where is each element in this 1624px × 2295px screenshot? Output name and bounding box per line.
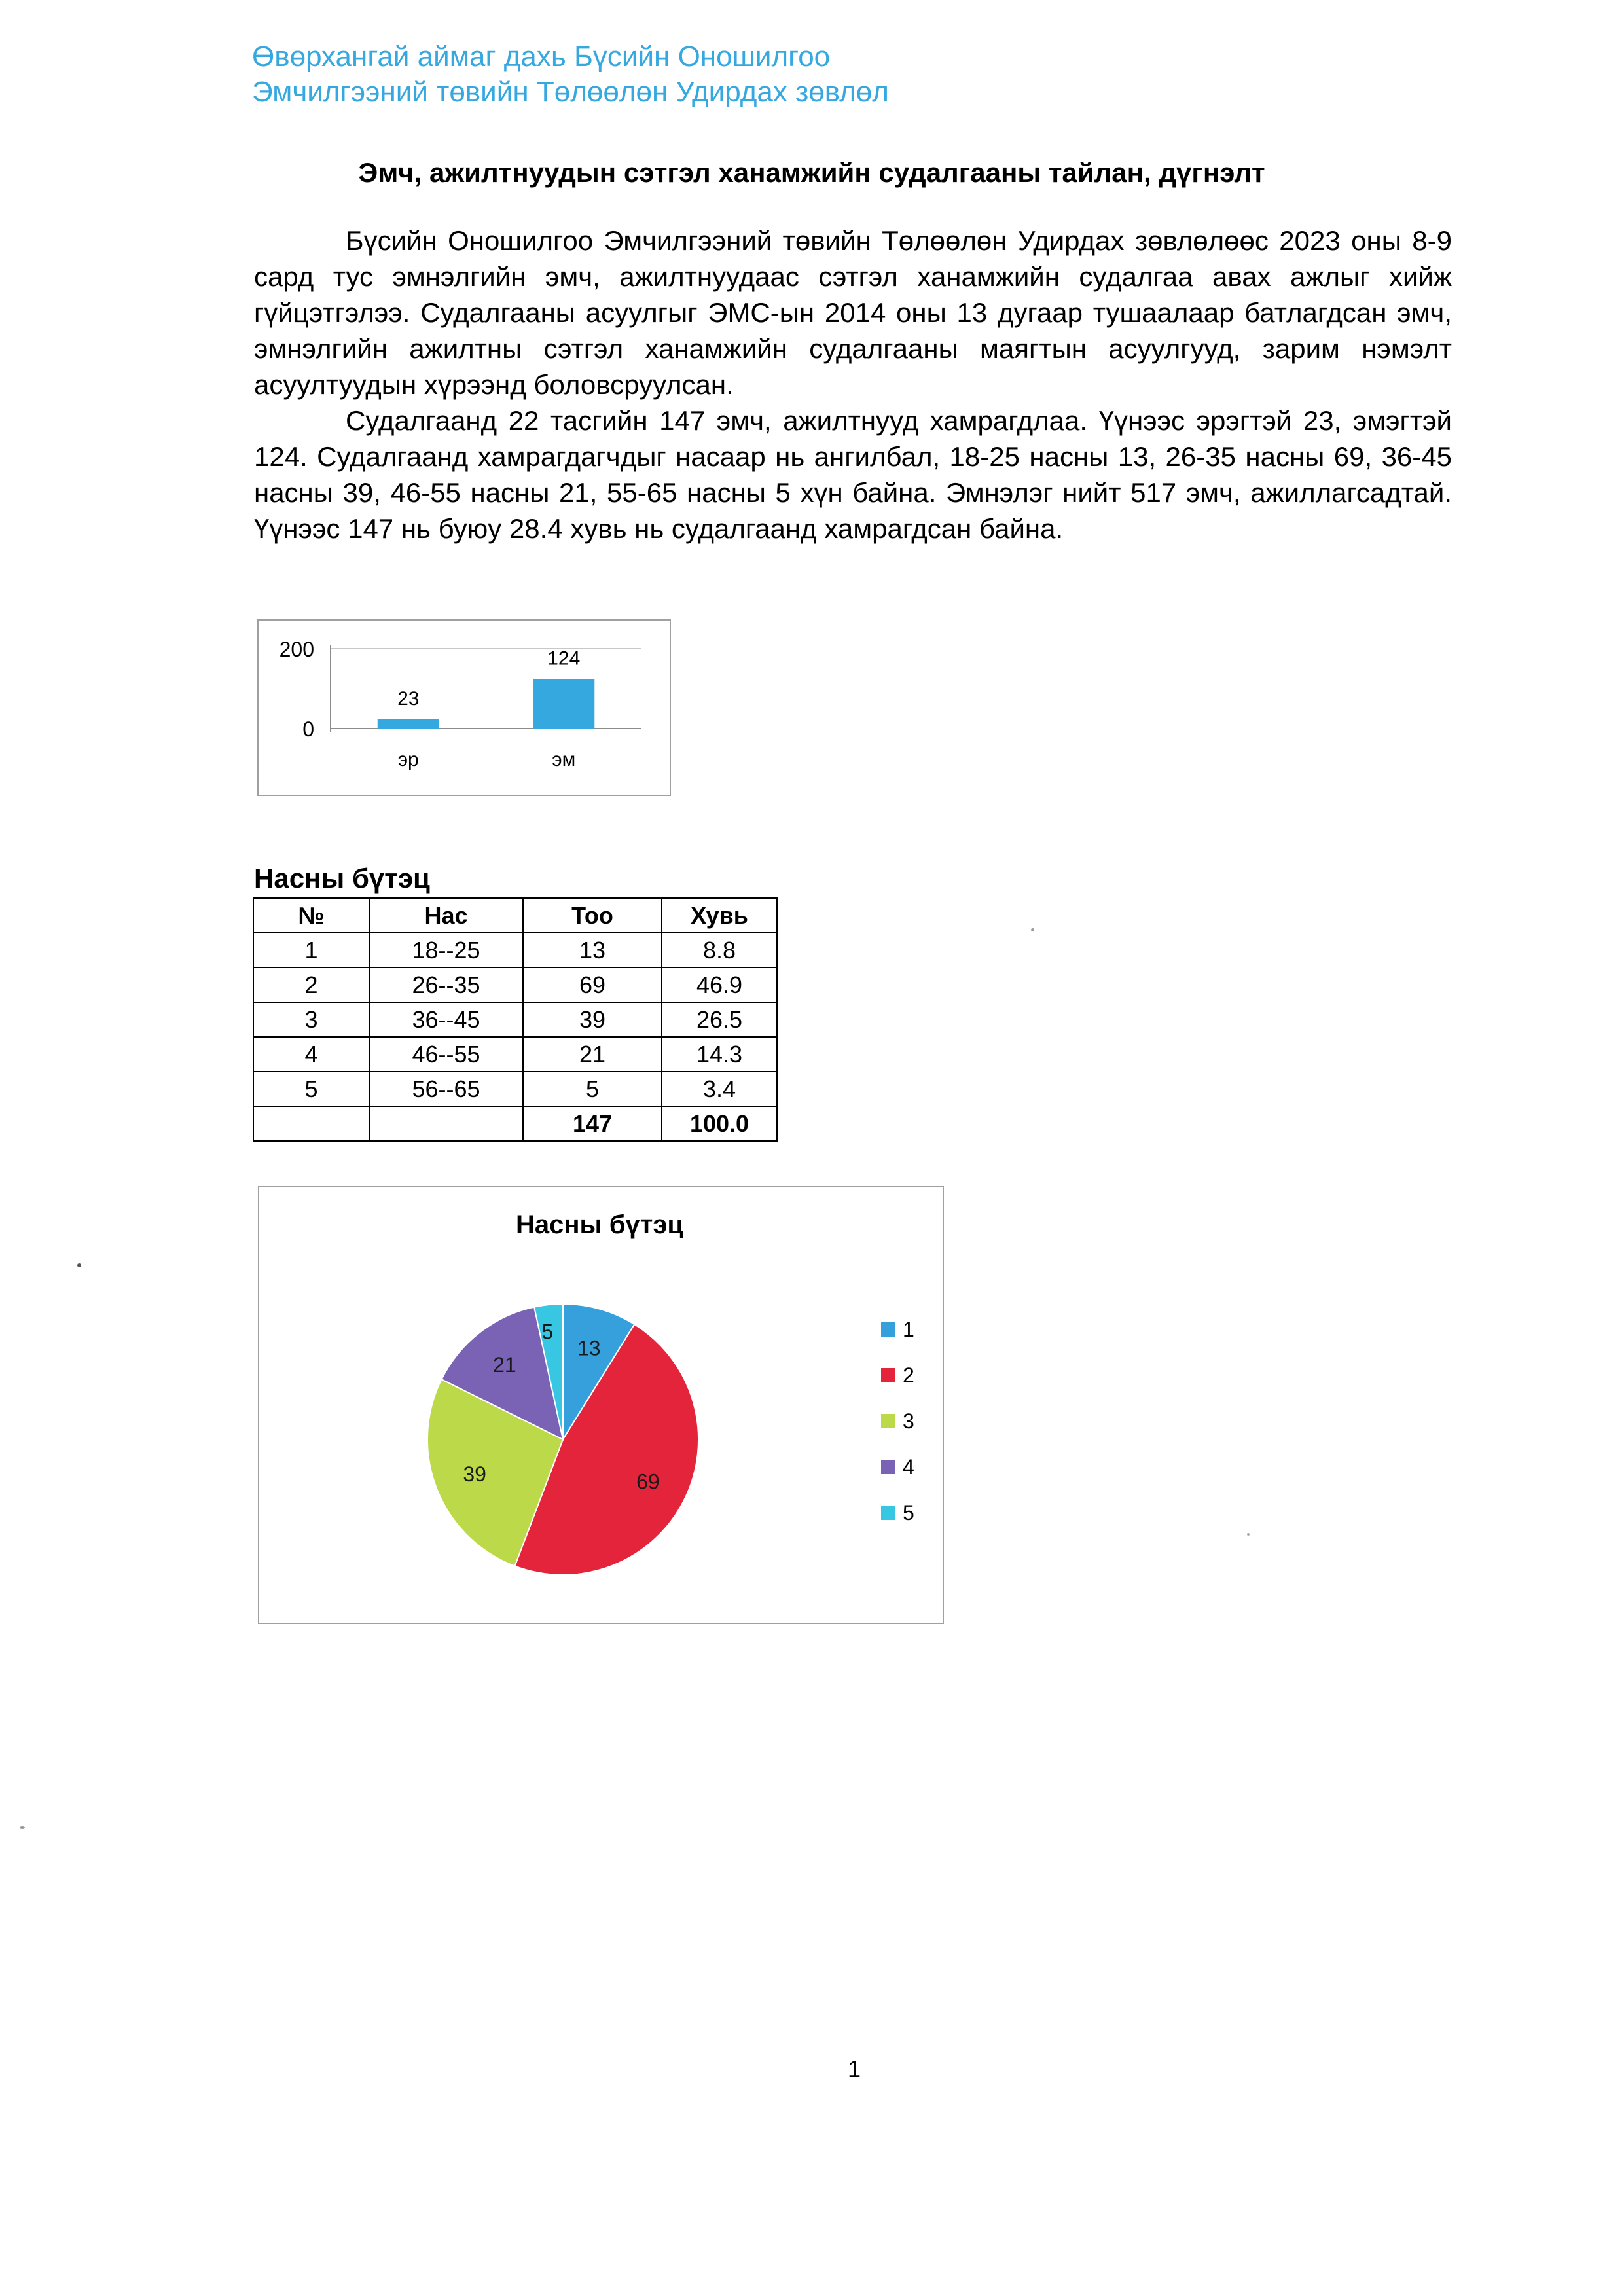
age-structure-table — [253, 897, 778, 1142]
cell-age: 56--65 — [369, 1072, 523, 1106]
cell-number: 2 — [253, 967, 369, 1002]
organization-header — [252, 39, 889, 110]
x-tick-label: эм — [552, 749, 576, 770]
cell-total-age — [369, 1106, 523, 1141]
cell-percent: 3.4 — [662, 1072, 777, 1106]
table-header-row — [253, 898, 777, 933]
legend-label: 3 — [903, 1409, 914, 1433]
cell-total-percent: 100.0 — [662, 1106, 777, 1141]
cell-percent: 8.8 — [662, 933, 777, 967]
legend-swatch — [881, 1414, 895, 1428]
cell-number: 1 — [253, 933, 369, 967]
legend-label: 4 — [903, 1455, 914, 1479]
cell-percent: 26.5 — [662, 1002, 777, 1037]
cell-total-number — [253, 1106, 369, 1141]
cell-age: 36--45 — [369, 1002, 523, 1037]
cell-number: 3 — [253, 1002, 369, 1037]
cell-age: 46--55 — [369, 1037, 523, 1072]
y-tick-label: 200 — [279, 638, 314, 661]
gender-bar-chart-svg — [259, 621, 670, 795]
age-pie-chart — [258, 1186, 944, 1624]
page-number: 1 — [848, 2055, 861, 2082]
header-line-2: Эмчилгээний төвийн Төлөөлөн Удирдах зөвлөл — [252, 76, 889, 108]
cell-age: 26--35 — [369, 967, 523, 1002]
cell-count: 39 — [523, 1002, 662, 1037]
pie-data-label: 21 — [493, 1352, 516, 1377]
age-pie-chart-svg — [259, 1187, 943, 1623]
pie-data-label: 13 — [577, 1336, 601, 1360]
cell-count: 13 — [523, 933, 662, 967]
cell-age: 18--25 — [369, 933, 523, 967]
scan-speck — [1247, 1533, 1250, 1536]
cell-count: 69 — [523, 967, 662, 1002]
bar — [378, 719, 439, 729]
cell-count: 21 — [523, 1037, 662, 1072]
bar-data-label: 23 — [397, 687, 420, 710]
pie-data-label: 5 — [541, 1320, 554, 1344]
header-percent: Хувь — [662, 898, 777, 933]
report-title: Эмч, ажилтнуудын сэтгэл ханамжийн судалгааны тайлан, дүгнэлт — [358, 157, 1265, 188]
paragraph-participants: Судалгаанд 22 тасгийн 147 эмч, ажилтнууд хамрагдлаа. Үүнээс эрэгтэй 23, эмэгтэй 124. Судалгаанд хамрагдагчдыг насаар нь ангилбал, 18-25 насны 13, 26-35 насны 69, 36-45 насны 39, 46-55 насны 21, 55-65 насны 5 хүн байна. Эмнэлэг нийт 517 эмч, ажиллагсадтай. Үүнээс 147 нь буюу 28.4 хувь нь судалгаанд хамрагдсан байна. — [254, 405, 1452, 544]
cell-percent: 46.9 — [662, 967, 777, 1002]
gender-bar-chart — [257, 619, 671, 796]
legend-swatch — [881, 1460, 895, 1474]
header-age: Нас — [369, 898, 523, 933]
x-tick-label: эр — [397, 749, 419, 770]
legend-label: 5 — [903, 1501, 914, 1525]
table-total-row — [253, 1106, 777, 1141]
cell-number: 4 — [253, 1037, 369, 1072]
legend-label: 2 — [903, 1364, 914, 1387]
pie-chart-title: Насны бүтэц — [515, 1210, 684, 1239]
legend-label: 1 — [903, 1318, 914, 1341]
legend-swatch — [881, 1506, 895, 1520]
table-row — [253, 1002, 777, 1037]
cell-count: 5 — [523, 1072, 662, 1106]
age-structure-heading: Насны бүтэц — [254, 863, 430, 894]
scan-speck — [20, 1826, 25, 1829]
table-row — [253, 1072, 777, 1106]
bar — [533, 679, 594, 729]
paragraph-intro: Бүсийн Оношилгоо Эмчилгээний төвийн Төлөөлөн Удирдах зөвлөлөөс 2023 оны 8-9 сард тус эмнэлгийн эмч, ажилтнуудаас сэтгэл ханамжийн судалгаа авах ажлыг хийж гүйцэтгэлээ. Судалгааны асуулгыг ЭМС-ын 2014 оны 13 дугаар тушаалаар батлагдсан эмч, эмнэлгийн ажилтны сэтгэл ханамжийн судалгааны маягтын асуулгууд, зарим нэмэлт асуултуудын хүрээнд боловсруулсан. — [254, 225, 1452, 400]
table-row — [253, 933, 777, 967]
header-line-1: Өвөрхангай аймаг дахь Бүсийн Оношилгоо — [252, 41, 831, 73]
table-row — [253, 967, 777, 1002]
header-number: № — [253, 898, 369, 933]
cell-percent: 14.3 — [662, 1037, 777, 1072]
scan-speck — [77, 1263, 81, 1267]
legend-swatch — [881, 1322, 895, 1337]
pie-data-label: 69 — [636, 1470, 660, 1494]
bar-data-label: 124 — [547, 647, 581, 670]
cell-total-count: 147 — [523, 1106, 662, 1141]
table-row — [253, 1037, 777, 1072]
scan-speck — [1031, 928, 1034, 931]
legend-swatch — [881, 1368, 895, 1382]
y-tick-label: 0 — [302, 717, 314, 741]
pie-data-label: 39 — [463, 1462, 486, 1486]
cell-number: 5 — [253, 1072, 369, 1106]
header-count: Тоо — [523, 898, 662, 933]
